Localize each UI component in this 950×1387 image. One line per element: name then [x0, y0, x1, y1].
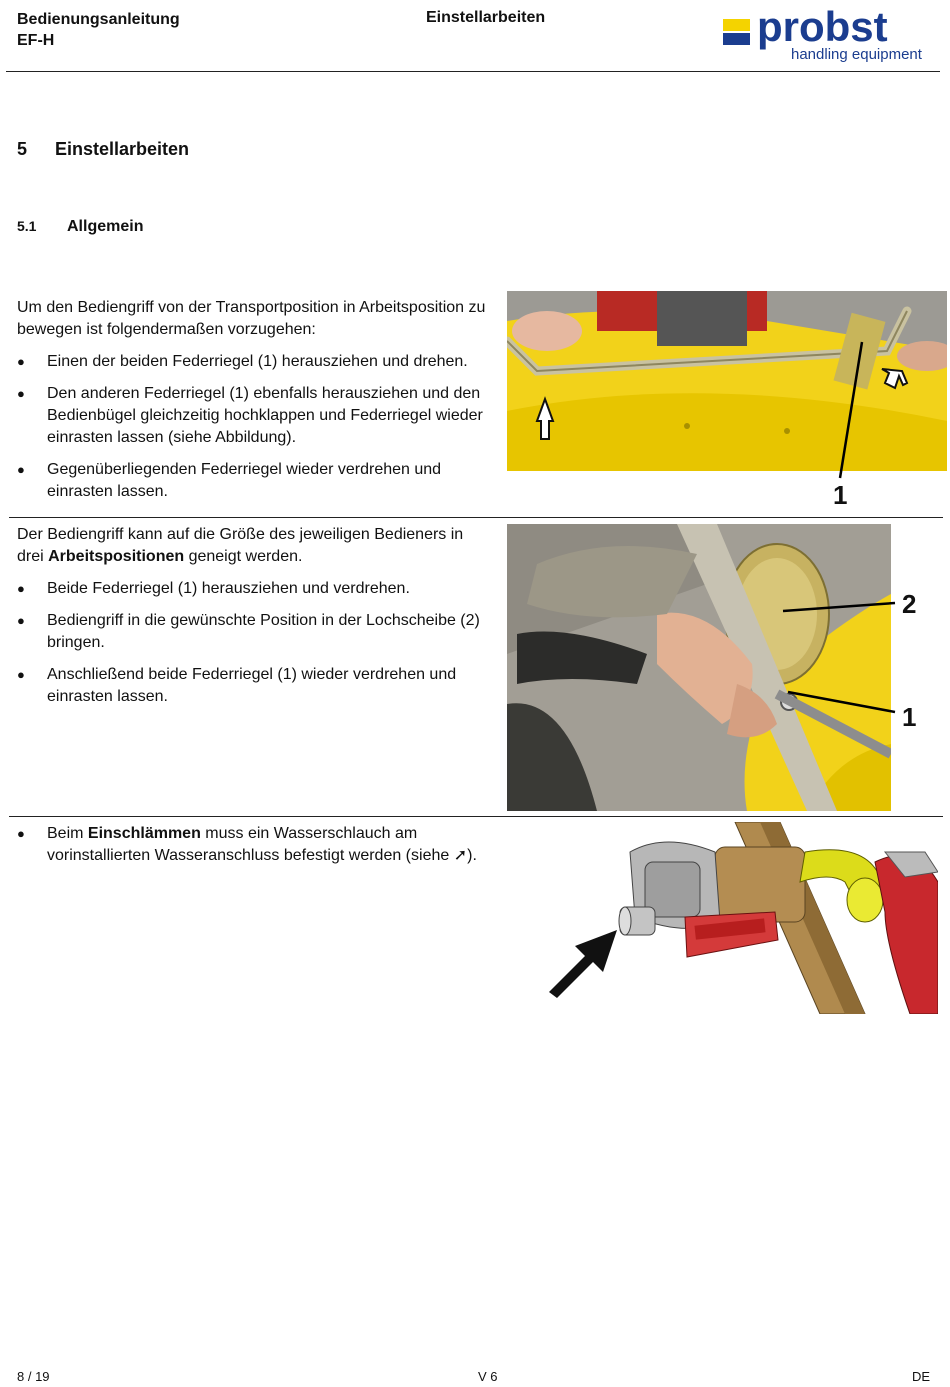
bullet-text: Gegenüberliegenden Federriegel wieder verdrehen und einrasten lassen.: [47, 461, 442, 500]
block1-bullet: [17, 383, 492, 449]
reference-arrow-icon: ➚: [453, 847, 468, 864]
bullet-dot: ●: [17, 581, 25, 596]
block2-bullet: [17, 610, 492, 654]
photo-handle-transport-drawing: [507, 291, 947, 471]
logo-blue-bar: [723, 33, 750, 45]
header-left: [17, 9, 180, 51]
subsection-title: Allgemein: [67, 218, 144, 235]
callout-1: 1: [833, 480, 848, 510]
bullet-dot: ●: [17, 667, 25, 682]
section-number: 5: [17, 139, 28, 159]
bullet-dot: ●: [17, 462, 25, 477]
bullet-text: Anschließend beide Federriegel (1) wieder verdrehen und einrasten lassen.: [47, 666, 457, 705]
divider: [9, 517, 943, 518]
logo-yellow-bar: [723, 19, 750, 31]
block2-intro: [17, 524, 492, 568]
subsection-number: 5.1: [17, 218, 37, 234]
callout-2: 2: [902, 589, 917, 619]
block3-text-bold: Einschlämmen: [87, 825, 201, 842]
subsection-heading: [17, 218, 143, 236]
block2-intro-text: Der Bediengriff kann auf die Größe des jeweiligen Bedieners in drei: [17, 526, 464, 565]
callout-1-block2: 1: [902, 702, 917, 732]
version-label: V 6: [478, 1369, 498, 1384]
block1-bullet: [17, 351, 492, 373]
logo-wordmark: probst: [757, 3, 888, 50]
bullet-dot: ●: [17, 826, 25, 841]
bullet-dot: ●: [17, 613, 25, 628]
block2-intro-end: geneigt werden.: [184, 548, 303, 565]
divider: [9, 816, 943, 817]
logo-tagline: handling equipment: [791, 46, 922, 63]
page-number: 8 / 19: [17, 1369, 50, 1384]
block2-bullet: [17, 578, 492, 600]
section-heading: [17, 139, 189, 160]
doc-title: Bedienungsanleitung: [17, 11, 180, 28]
illustration-water-connection: [545, 822, 938, 1014]
model-name: EF-H: [17, 32, 55, 49]
header-divider: [6, 71, 940, 72]
bullet-dot: ●: [17, 354, 25, 369]
block3-text-b: muss ein Wasserschlauch am vorinstallierten Wasseranschluss befestigt werden (siehe: [47, 825, 454, 864]
bullet-text: Den anderen Federriegel (1) ebenfalls herausziehen und den Bedienbügel gleichzeitig hochklappen und Federriegel wieder einrasten lassen (siehe Abbildung).: [47, 385, 483, 446]
block3-bullet: [17, 823, 492, 867]
block2-intro-bold: Arbeitspositionen: [48, 548, 185, 565]
block2-bullet: [17, 664, 492, 708]
bullet-dot: ●: [17, 386, 25, 401]
block1-bullet: [17, 459, 492, 503]
chapter-title: Einstellarbeiten: [426, 9, 546, 26]
leader-lines-block2: [780, 600, 900, 720]
block3-text-c: ).: [467, 847, 477, 864]
block3-text-a: Beim: [47, 825, 88, 842]
leader-line-1: [820, 340, 880, 485]
photo-handle-transport: [507, 291, 947, 471]
section-title: Einstellarbeiten: [55, 139, 190, 159]
language-label: DE: [912, 1369, 931, 1384]
bullet-text: Beide Federriegel (1) herausziehen und verdrehen.: [47, 580, 410, 597]
block1-intro: Um den Bediengriff von der Transportposition in Arbeitsposition zu bewegen ist folgendermaßen vorzugehen:: [17, 299, 486, 338]
probst-logo: [721, 3, 931, 65]
bullet-text: Einen der beiden Federriegel (1) herausziehen und drehen.: [47, 353, 468, 370]
illustration-water-connection-drawing: [545, 822, 938, 1014]
bullet-text: Bediengriff in die gewünschte Position in der Lochscheibe (2) bringen.: [47, 612, 480, 651]
